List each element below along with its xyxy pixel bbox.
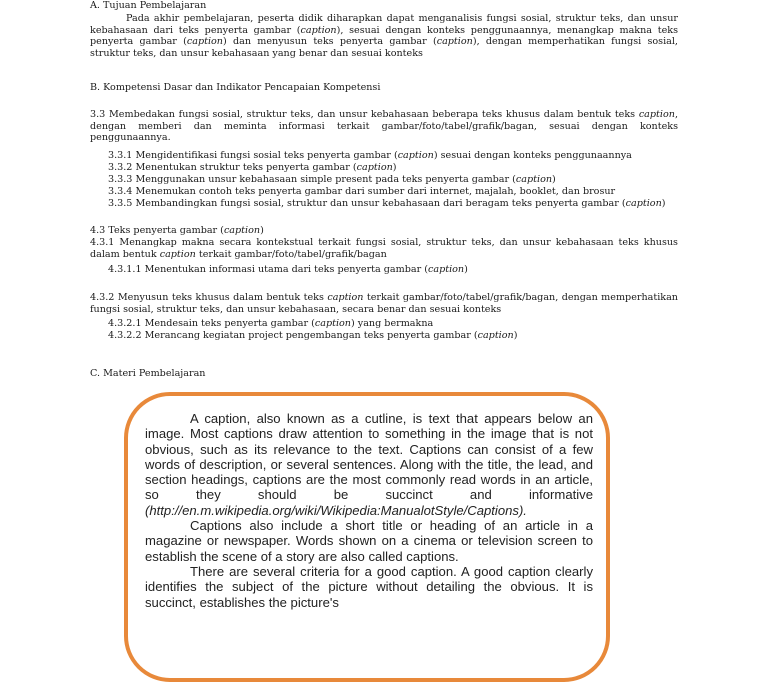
box-paragraph-3: There are several criteria for a good caption. A good caption clearly identifies the subject of the picture without detailing the obvious. It is succinct, establishes the picture's: [145, 563, 593, 610]
caption-material-text: [145, 411, 593, 610]
box-paragraph-2: Captions also include a short title or heading of an article in a magazine or newspaper. Words shown on a cinema or television screen to establish the scene of a story are also called captions.: [145, 518, 593, 564]
section-a-paragraph: Pada akhir pembelajaran, peserta didik diharapkan dapat menganalisis fungsi sosial, struktur teks, dan unsur kebahasaan dari teks penyerta gambar (caption), sesuai dengan konteks penggunaannya, menangkap makna teks penyerta gambar (caption) dan menyusun teks penyerta gambar (caption), dengan memperhatikan fungsi sosial, struktur teks, dan unsur kebahasaan yang benar dan sesuai konteks: [90, 13, 678, 59]
ipk-3-3-3: 3.3.3 Menggunakan unsur kebahasaan simple present pada teks penyerta gambar (caption): [108, 174, 556, 185]
ipk-3-3-1: 3.3.1 Mengidentifikasi fungsi sosial teks penyerta gambar (caption) sesuai dengan konteks penggunaannya: [108, 150, 632, 161]
ipk-3-3-5: 3.3.5 Membandingkan fungsi sosial, struktur dan unsur kebahasaan dari beragam teks penyerta gambar (caption): [108, 198, 666, 209]
ipk-4-3-2-2: 4.3.2.2 Merancang kegiatan project pengembangan teks penyerta gambar (caption): [108, 330, 518, 341]
kd-4-3: 4.3 Teks penyerta gambar (caption): [90, 225, 264, 236]
ipk-3-3-4: 3.3.4 Menemukan contoh teks penyerta gambar dari sumber dari internet, majalah, booklet, dan brosur: [108, 186, 616, 197]
section-b-heading: B. Kompetensi Dasar dan Indikator Pencapaian Kompetensi: [90, 82, 381, 93]
ipk-4-3-1-1: 4.3.1.1 Menentukan informasi utama dari teks penyerta gambar (caption): [108, 264, 468, 275]
kd-3-3: 3.3 Membedakan fungsi sosial, struktur teks, dan unsur kebahasaan beberapa teks khusus dalam bentuk teks caption, dengan memberi dan meminta informasi terkait gambar/foto/tabel/grafik/bagan, sesuai dengan konteks penggunaannya.: [90, 109, 678, 144]
box-paragraph-1-text: A caption, also known as a cutline, is text that appears below an image. Most captions draw attention to something in the image that is not obvious, such as its relevance to the text. Captions can consist of a few words of description, or several sentences. Along with the title, the lead, and section headings, captions are the most commonly read words in an article, so they should be succinct and informative: [145, 411, 593, 503]
ipk-3-3-2: 3.3.2 Menentukan struktur teks penyerta gambar (caption): [108, 162, 397, 173]
section-c-heading: C. Materi Pembelajaran: [90, 368, 206, 379]
kd-4-3-1: 4.3.1 Menangkap makna secara kontekstual terkait fungsi sosial, struktur teks, dan unsur kebahasaan teks khusus dalam bentuk caption terkait gambar/foto/tabel/grafik/bagan: [90, 237, 678, 260]
kd-4-3-2: 4.3.2 Menyusun teks khusus dalam bentuk teks caption terkait gambar/foto/tabel/grafik/bagan, dengan memperhatikan fungsi sosial, struktur teks, dan unsur kebahasaan, secara benar dan sesuai konteks: [90, 292, 678, 315]
box-paragraph-1: [145, 411, 593, 518]
ipk-4-3-2-1: 4.3.2.1 Mendesain teks penyerta gambar (caption) yang bermakna: [108, 318, 434, 329]
section-a-heading: A. Tujuan Pembelajaran: [90, 0, 207, 11]
wikipedia-source-url: (http://en.m.wikipedia.org/wiki/Wikipedia:ManualotStyle/Captions).: [145, 502, 527, 518]
